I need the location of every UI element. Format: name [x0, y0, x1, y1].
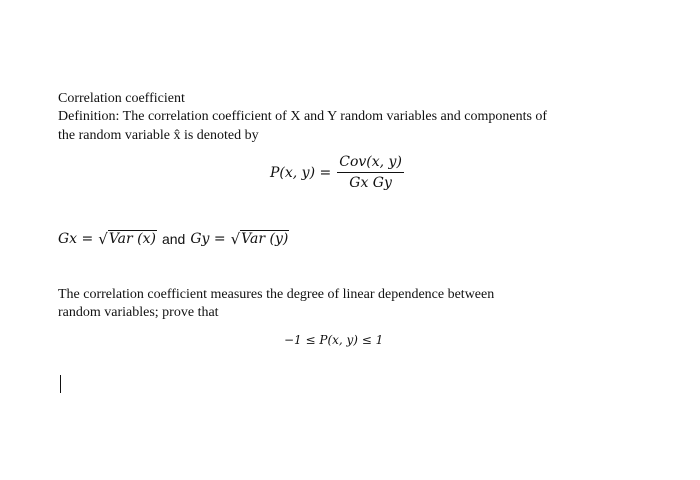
- inequality: −1 ≤ P(x, y) ≤ 1: [284, 333, 384, 347]
- formula-fraction: [337, 153, 404, 192]
- sqrt-icon: √: [230, 230, 241, 248]
- correlation-formula: [270, 153, 404, 192]
- gy-radicand: Var (y): [241, 231, 289, 247]
- sd-definitions: [58, 230, 289, 247]
- statement-line-1: The correlation coefficient measures the degree of linear dependence between: [58, 287, 495, 302]
- gy-sqrt: [231, 230, 290, 247]
- statement-line-2: random variables; prove that: [58, 305, 219, 320]
- text-cursor: [60, 375, 61, 393]
- formula-lhs: P(x, y) =: [270, 164, 332, 181]
- formula-denominator: Gx Gy: [349, 175, 392, 191]
- and-connector: and: [161, 231, 186, 247]
- definition-line-2: the random variable x̂ is denoted by: [58, 128, 259, 143]
- heading: Correlation coefficient: [58, 91, 185, 106]
- gx-sqrt: [98, 230, 157, 247]
- gx-lhs: Gx =: [58, 231, 94, 247]
- gy-lhs: Gy =: [190, 231, 226, 247]
- sqrt-icon: √: [98, 230, 108, 248]
- gx-radicand: Var (x): [108, 231, 156, 247]
- formula-numerator: Cov(x, y): [337, 153, 404, 173]
- definition-line-1: Definition: The correlation coefficient of X and Y random variables and components of: [58, 109, 548, 124]
